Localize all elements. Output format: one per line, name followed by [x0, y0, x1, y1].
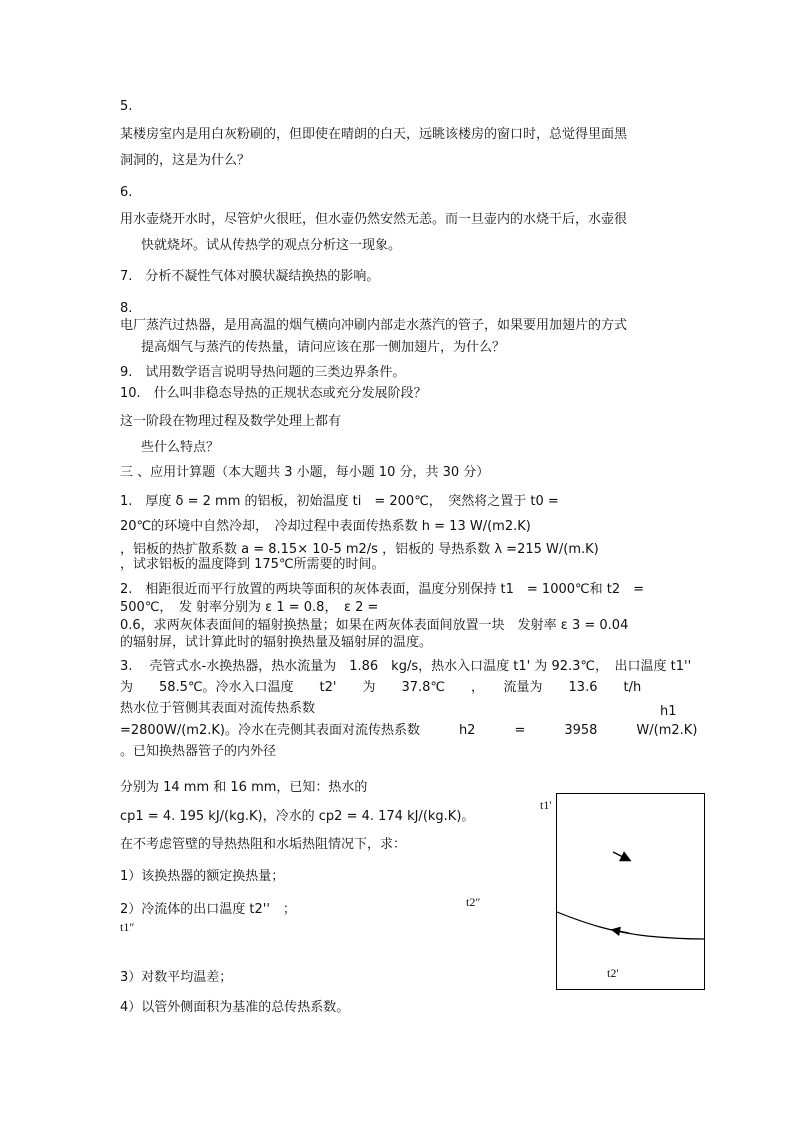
hot-fluid-arrow	[613, 852, 629, 860]
q10-line2: 这一阶段在物理过程及数学处理上都有	[120, 414, 342, 429]
p3-sub2: 2）冷流体的出口温度 t2'' ；	[120, 902, 296, 917]
figure-label-t2-prime: t2'	[607, 966, 619, 980]
p1-line3: ，铝板的热扩散系数 a = 8.15× 10-5 m2/s ，铝板的 导热系数 λ =215 W/(m.K)	[120, 542, 599, 557]
p2-line1: 2. 相距很近而平行放置的两块等面积的灰体表面，温度分别保持 t1 = 1000℃和 t2 =	[120, 582, 645, 597]
p3-sub4: 4）以管外侧面积为基准的总传热系数。	[120, 1000, 350, 1015]
p3-line3: 热水位于管侧其表面对流传热系数	[120, 701, 316, 716]
q6-number: 6.	[120, 185, 133, 200]
p3-line5: 。已知换热器管子的内外径	[120, 744, 277, 759]
q6-line1: 用水壶烧开水时，尽管炉火很旺，但水壶仍然安然无恙。而一旦壶内的水烧干后，水壶很	[120, 212, 628, 227]
q7-text: 7. 分析不凝性气体对膜状凝结换热的影响。	[120, 269, 380, 284]
q8-line1: 电厂蒸汽过热器，是用高温的烟气横向冲刷内部走水蒸汽的管子，如果要用加翅片的方式	[120, 318, 628, 333]
figure-label-t1-prime: t1'	[540, 798, 552, 812]
q8-number: 8.	[120, 301, 133, 316]
q9-text: 9. 试用数学语言说明导热问题的三类边界条件。	[120, 365, 406, 380]
q5-line2: 洞洞的，这是为什么？	[120, 153, 251, 168]
p2-line2: 500℃， 发 射率分别为 ε 1 = 0.8， ε 2 =	[120, 600, 379, 615]
p3-sub1: 1）该换热器的额定换热量；	[120, 869, 285, 884]
temperature-profile-figure	[556, 793, 705, 990]
p3-sub3: 3）对数平均温差；	[120, 970, 233, 985]
q6-line2: 快就烧坏。试从传热学的观点分析这一现象。	[141, 238, 402, 253]
p3-line4: =2800W/(m2.K)。冷水在壳侧其表面对流传热系数 h2 = 3958 W/(m2.K)	[120, 723, 698, 738]
q5-line1: 某楼房室内是用白灰粉刷的，但即使在晴朗的白天，远眺该楼房的窗口时，总觉得里面黑	[120, 127, 628, 142]
p1-line2: 20℃的环境中自然冷却， 冷却过程中表面传热系数 h = 13 W/(m2.K)	[120, 519, 531, 534]
p1-line1: 1. 厚度 δ = 2 mm 的铝板，初始温度 ti = 200℃， 突然将之置于 t0 =	[120, 494, 559, 509]
p3-line1: 3. 壳管式水-水换热器，热水流量为 1.86 kg/s，热水入口温度 t1' 为 92.3℃， 出口温度 t1''	[120, 659, 692, 674]
p3-line2: 为 58.5℃。冷水入口温度 t2' 为 37.8℃ ， 流量为 13.6 t/h	[120, 680, 642, 695]
p2-line4: 的辐射屏，试计算此时的辐射换热量及辐射屏的温度。	[120, 635, 433, 650]
p2-line3: 0.6，求两灰体表面间的辐射换热量；如果在两灰体表面间放置一块 发射率 ε 3 = 0.04	[120, 618, 629, 633]
cold-fluid-curve	[557, 912, 704, 939]
q8-line2: 提高烟气与蒸汽的传热量，请问应该在那一侧加翅片，为什么？	[141, 340, 506, 355]
p3-line7: cp1 = 4. 195 kJ/(kg.K)，冷水的 cp2 = 4. 174 kJ/(kg.K)。	[120, 809, 475, 824]
q10-line3: 些什么特点？	[141, 440, 220, 455]
p3-h1-symbol: h1	[660, 704, 677, 719]
p1-line4: ，试求铝板的温度降到 175℃所需要的时间。	[120, 557, 385, 572]
q5-number: 5.	[120, 99, 133, 114]
temperature-profile-diagram	[557, 794, 704, 989]
section-3-heading: 三 、应用计算题（本大题共 3 小题，每小题 10 分，共 30 分）	[120, 465, 490, 480]
p3-line6: 分别为 14 mm 和 16 mm，已知：热水的	[120, 780, 368, 795]
figure-label-t1-double-prime: t1″	[120, 920, 135, 934]
figure-label-t2-double-prime: t2″	[466, 895, 481, 909]
q10-line1: 10. 什么叫非稳态导热的正规状态或充分发展阶段？	[120, 386, 427, 401]
p3-line8: 在不考虑管壁的导热热阻和水垢热阻情况下，求：	[120, 837, 407, 852]
